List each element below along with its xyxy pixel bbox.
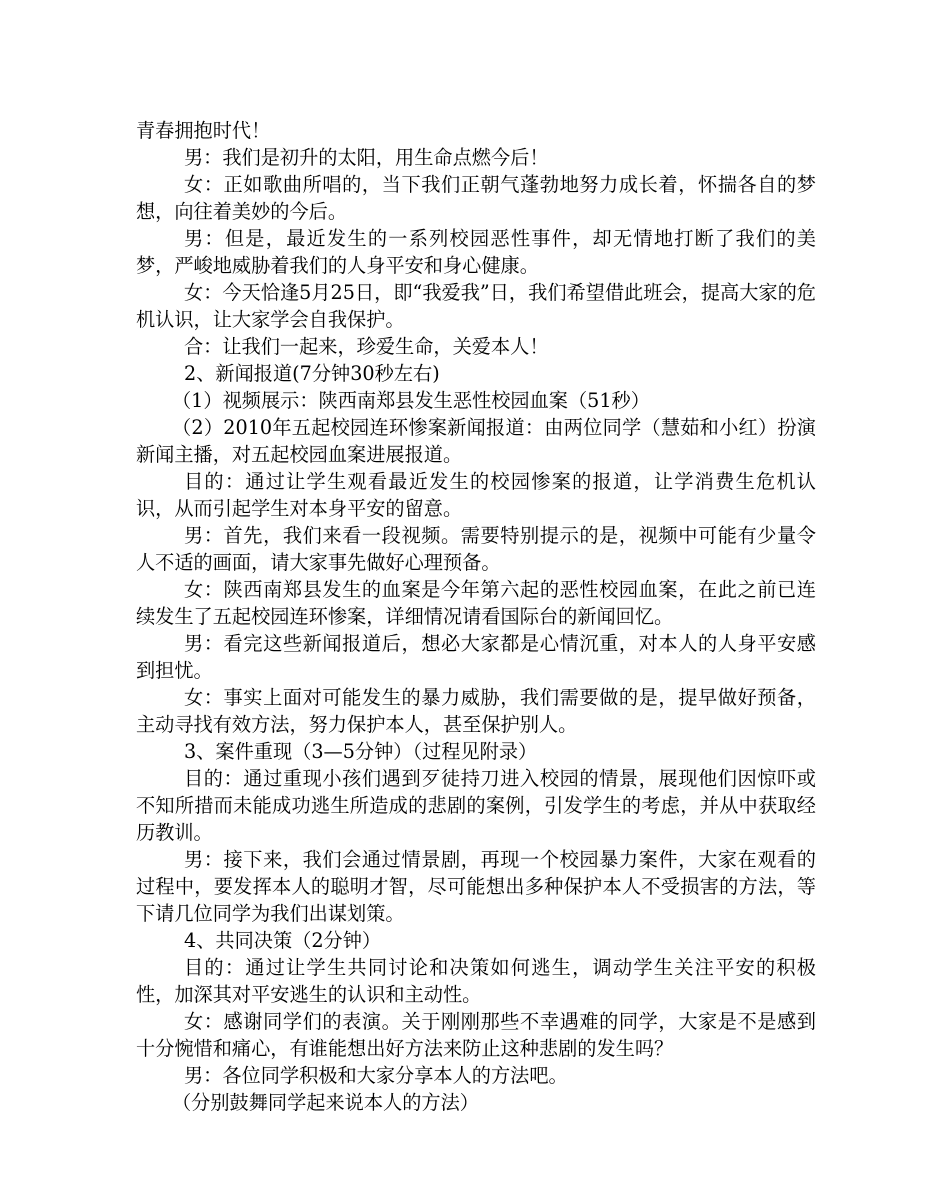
paragraph: 男：但是，最近发生的一系列校园恶性事件，却无情地打断了我们的美梦，严峻地威胁着我们的人身平安和身心健康。	[136, 227, 816, 277]
paragraph: （分别鼓舞同学起来说本人的方法）	[172, 1091, 479, 1114]
paragraph: 目的：通过让学生观看最近发生的校园惨案的报道，让学消费生危机认识，从而引起学生对本身平安的留意。	[136, 470, 816, 520]
paragraph: 青春拥抱时代！	[136, 119, 271, 142]
paragraph: （2）2010年五起校园连环惨案新闻报道：由两位同学（慧茹和小红）扮演新闻主播，对五起校园血案进展报道。	[136, 416, 816, 466]
paragraph: 男：我们是初升的太阳，用生命点燃今后！	[184, 146, 549, 169]
section-heading: 3、案件重现（3—5分钟）（过程见附录）	[184, 740, 538, 763]
paragraph: 女：感谢同学们的表演。关于刚刚那些不幸遇难的同学，大家是不是感到十分惋惜和痛心，有谁能想出好方法来防止这种悲剧的发生吗？	[136, 1010, 816, 1060]
paragraph: 合：让我们一起来，珍爱生命，关爱本人！	[184, 335, 549, 358]
section-heading: 2、新闻报道(7分钟30秒左右)	[184, 362, 440, 385]
paragraph: 男：首先，我们来看一段视频。需要特别提示的是，视频中可能有少量令人不适的画面，请大家事先做好心理预备。	[136, 524, 816, 574]
paragraph: （1）视频展示：陕西南郑县发生恶性校园血案（51秒）	[172, 389, 650, 412]
paragraph: 目的：通过让学生共同讨论和决策如何逃生，调动学生关注平安的积极性，加深其对平安逃生的认识和主动性。	[136, 956, 816, 1006]
paragraph: 男：看完这些新闻报道后，想必大家都是心情沉重，对本人的人身平安感到担忧。	[136, 632, 816, 682]
paragraph: 女：事实上面对可能发生的暴力威胁，我们需要做的是，提早做好预备，主动寻找有效方法，努力保护本人，甚至保护别人。	[136, 686, 816, 736]
paragraph: 男：接下来，我们会通过情景剧，再现一个校园暴力案件，大家在观看的过程中，要发挥本人的聪明才智，尽可能想出多种保护本人不受损害的方法，等下请几位同学为我们出谋划策。	[136, 848, 816, 925]
paragraph: 女：陕西南郑县发生的血案是今年第六起的恶性校园血案，在此之前已连续发生了五起校园连环惨案，详细情况请看国际台的新闻回忆。	[136, 578, 816, 628]
paragraph: 女：正如歌曲所唱的，当下我们正朝气蓬勃地努力成长着，怀揣各自的梦想，向往着美妙的今后。	[136, 173, 816, 223]
paragraph: 男：各位同学积极和大家分享本人的方法吧。	[184, 1064, 568, 1087]
paragraph: 目的：通过重现小孩们遇到歹徒持刀进入校园的情景，展现他们因惊吓或不知所措而未能成功逃生所造成的悲剧的案例，引发学生的考虑，并从中获取经历教训。	[136, 767, 816, 844]
paragraph: 女：今天恰逢5月25日，即“我爱我”日，我们希望借此班会，提高大家的危机认识，让大家学会自我保护。	[136, 281, 816, 331]
section-heading: 4、共同决策（2分钟）	[184, 929, 382, 952]
document-page	[136, 117, 816, 1116]
